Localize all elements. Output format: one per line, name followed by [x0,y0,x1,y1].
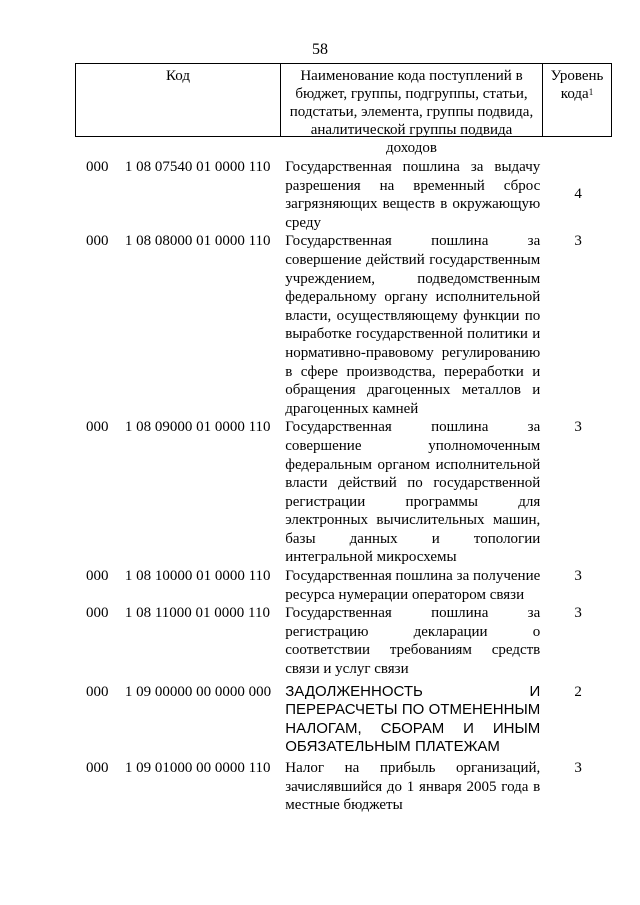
income-name: Государственная пошлина за совершение действий государственным учреждением, подведомственным федеральному органу исполнительной власти, осуществляющему функции по выработке государственной политики и нормативно-правовому регулированию в сфере производства, переработки и обращения драгоценных металлов и драгоценных камней [285,233,541,417]
header-level-footnote: 1 [588,87,594,97]
code-level: 2 [574,683,582,700]
income-name: Государственная пошлина за совершение уполномоченным федеральным органом исполнительной власти действий по государственной регистрации программы для электронных вычислительных машин, базы данных и топологии интегральной микросхемы [285,419,541,566]
income-code: 1 09 01000 00 0000 110 [124,760,271,776]
code-level: 3 [574,419,582,436]
table-body [75,158,612,815]
code-level: 3 [574,760,582,776]
income-code: 1 08 08000 01 0000 110 [124,233,271,250]
header-code: Код [76,64,281,136]
code-level: 3 [574,233,582,250]
income-code: 1 08 11000 01 0000 110 [124,605,270,622]
admin-code: 000 [86,419,109,436]
table-row [75,683,612,757]
admin-code: 000 [86,233,109,250]
table-row [75,418,612,567]
income-code: 1 08 10000 01 0000 110 [124,568,271,585]
table-header [75,63,612,156]
income-name: ЗАДОЛЖЕННОСТЬ И ПЕРЕРАСЧЕТЫ ПО ОТМЕНЕННЫМ НАЛОГАМ, СБОРАМ И ИНЫМ ОБЯЗАТЕЛЬНЫМ ПЛАТЕЖАМ [285,682,541,756]
table-row [75,158,612,232]
income-name: Государственная пошлина за регистрацию декларации о соответствии требованиям средств связи и услуг связи [285,605,541,678]
code-level: 4 [574,186,582,202]
income-name: Налог на прибыль организаций, зачислявшийся до 1 января 2005 года в местные бюджеты [285,760,541,814]
income-code: 1 08 09000 01 0000 110 [124,419,271,436]
admin-code: 000 [86,760,109,776]
header-level-label: Уровень кода [550,68,604,102]
table-row [75,759,612,815]
income-code: 1 08 07540 01 0000 110 [124,159,271,175]
code-level: 3 [574,605,582,622]
admin-code: 000 [86,605,109,622]
income-name: Государственная пошлина за выдачу разрешения на временный сброс загрязняющих веществ в окружающую среду [285,159,541,231]
admin-code: 000 [86,683,109,700]
header-name: Наименование кода поступлений в бюджет, группы, подгруппы, статьи, подстатьи, элемента, группы подвида, аналитической группы подвида доходов [281,64,543,136]
income-code: 1 09 00000 00 0000 000 [124,683,272,700]
header-level [543,64,611,136]
admin-code: 000 [86,568,109,585]
table-row [75,604,612,678]
table-row [75,232,612,418]
table-row [75,567,612,604]
admin-code: 000 [86,159,109,175]
income-name: Государственная пошлина за получение ресурса нумерации оператором связи [285,568,541,603]
code-level: 3 [574,568,582,585]
page-number: 58 [312,41,328,58]
